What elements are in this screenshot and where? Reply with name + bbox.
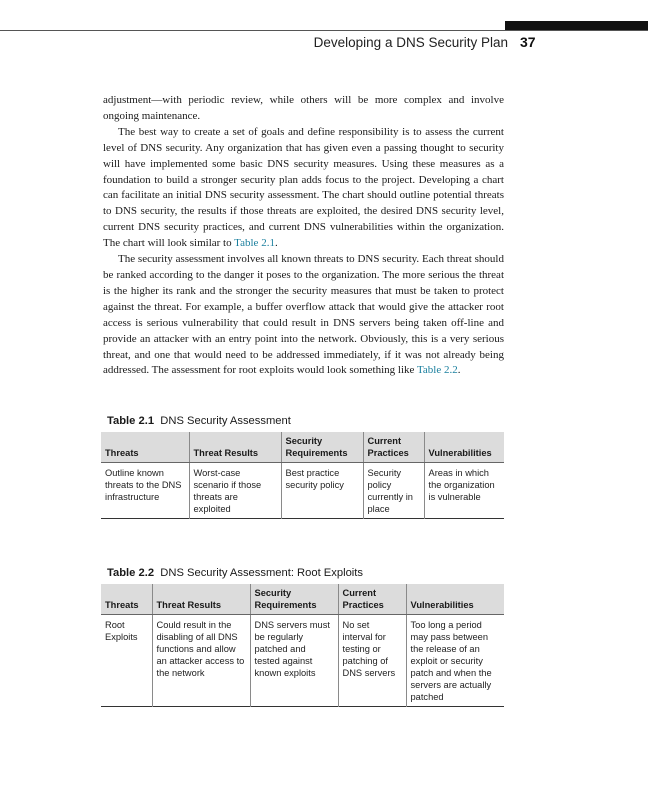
header-rule — [0, 30, 648, 31]
paragraph-3 — [103, 252, 504, 379]
table-2-title: DNS Security Assessment: Root Exploits — [160, 567, 363, 579]
table-cell: Root Exploits — [105, 620, 138, 642]
table-1-title: DNS Security Assessment — [160, 415, 291, 427]
paragraph-2-text: The best way to create a set of goals and define responsibility is to assess the current level of DNS security. Any organization that has given even a passing thought to security will have implemented some basic DNS security measures. Using these measures as a foundation to build a stronger security plan adds focus to the project. Developing a chart can facilitate an initial DNS security assessment. The chart should outline potential threats to DNS security, the results if those threats are exploited, the desired DNS security level, current DNS security practices, and current DNS vulnerabilities within the organization. The chart will look similar to — [103, 125, 504, 250]
table-row — [101, 463, 504, 519]
column-header: Current Practices — [338, 584, 406, 615]
table-2 — [101, 584, 504, 707]
column-header: Current Practices — [363, 432, 424, 463]
running-title: Developing a DNS Security Plan — [313, 35, 508, 50]
paragraph-1: adjustment—with periodic review, while others will be more complex and involve ongoing maintenance. — [103, 94, 504, 122]
paragraph-3-text: The security assessment involves all known threats to DNS security. Each threat should be ranked according to the danger it poses to the organization. The more serious the threat is the higher its rank and the stronger the security measures that must be taken to protect against the threat. For example, a buffer overflow attack that would give the attacker root access is serious vulnerability that could result in DNS servers being taken off-line and provide an attacker with an entry point into the network. Obviously, this is a very serious threat, and one that would need to be addressed immediately, if it was not already being addressed. The assessment for root exploits would look something like — [103, 253, 504, 377]
column-header: Security Requirements — [281, 432, 363, 463]
table-2-caption — [107, 567, 363, 579]
table-2-1-link[interactable]: Table 2.1 — [234, 237, 275, 250]
table-cell: No set interval for testing or patching of DNS servers — [338, 615, 406, 707]
table-cell: DNS servers must be regularly patched and tested against known exploits — [250, 615, 338, 707]
table-cell: Outline known threats to the DNS infrastructure — [105, 468, 182, 502]
column-header: Threats — [101, 432, 189, 463]
table-cell: Areas in which the organization is vulnerable — [424, 463, 504, 519]
body-text — [103, 93, 504, 379]
table-cell: Too long a period may pass between the release of an exploit or security patch and when the servers are actually patched — [406, 615, 504, 707]
table-1 — [101, 432, 504, 519]
table-cell: Worst-case scenario if those threats are exploited — [189, 463, 281, 519]
paragraph-3-end: . — [457, 364, 461, 377]
table-2-label: Table 2.2 — [107, 567, 155, 579]
paragraph-2-end: . — [274, 237, 278, 250]
column-header: Vulnerabilities — [406, 584, 504, 615]
column-header: Threat Results — [189, 432, 281, 463]
page-number: 37 — [520, 34, 536, 50]
table-1-label: Table 2.1 — [107, 415, 155, 427]
column-header: Threat Results — [152, 584, 250, 615]
table-1-header-row — [101, 432, 504, 463]
header-bar — [505, 21, 648, 30]
table-cell: Security policy currently in place — [363, 463, 424, 519]
table-1-caption — [107, 415, 291, 427]
table-row — [101, 615, 504, 707]
table-2-header-row — [101, 584, 504, 615]
column-header: Threats — [101, 584, 152, 615]
table-cell: Could result in the disabling of all DNS functions and allow an attacker access to the network — [152, 615, 250, 707]
table-2-2-link[interactable]: Table 2.2 — [416, 364, 458, 377]
column-header: Vulnerabilities — [424, 432, 504, 463]
paragraph-2 — [103, 125, 504, 252]
table-cell: Best practice security policy — [281, 463, 363, 519]
column-header: Security Requirements — [250, 584, 338, 615]
